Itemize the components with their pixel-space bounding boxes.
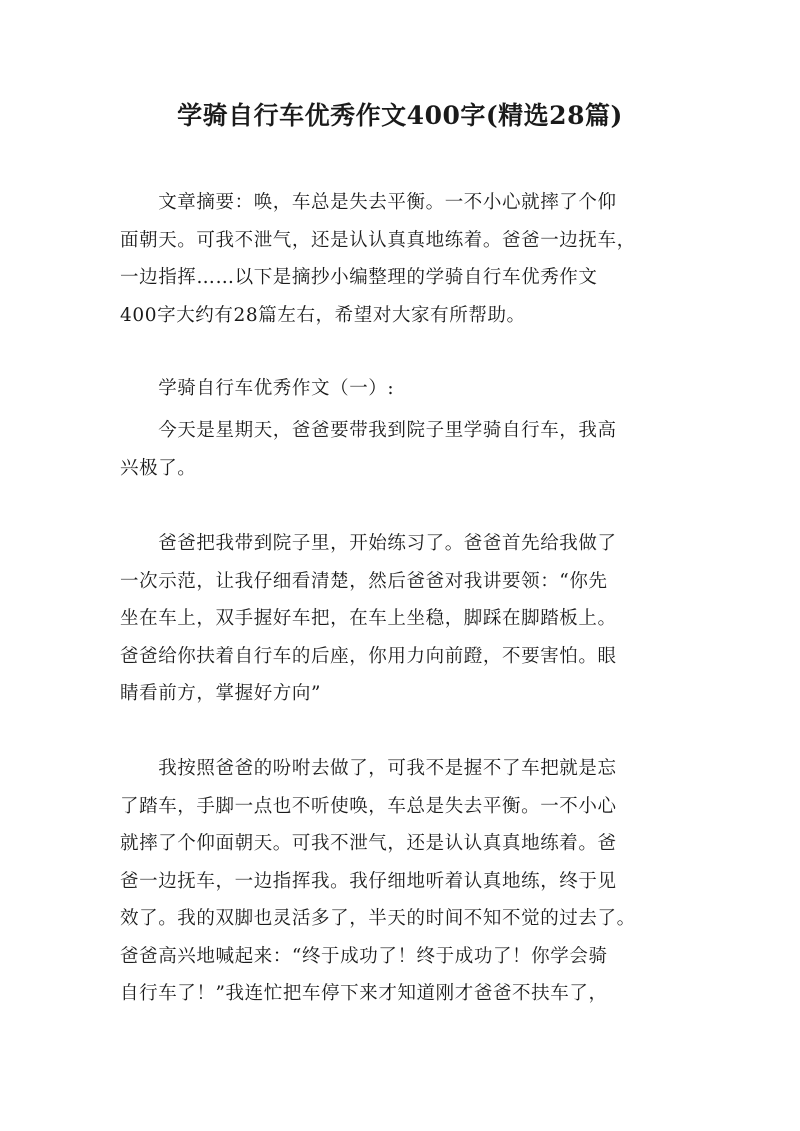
paragraph-line: 效了。我的双脚也灵活多了，半天的时间不知不觉的过去了。: [120, 908, 636, 929]
paragraph-line: 睛看前方，掌握好方向”: [120, 683, 322, 704]
paragraph-line: 了踏车，手脚一点也不听使唤，车总是失去平衡。一不小心: [120, 795, 617, 817]
paragraph-line: 一次示范，让我仔细看清楚，然后爸爸对我讲要领：“你先: [120, 570, 608, 592]
paragraph-line: 兴极了。: [120, 457, 197, 479]
summary-line: 面朝天。可我不泄气，还是认认真真地练着。爸爸一边抚车，: [120, 229, 636, 251]
summary-line: 400字大约有28篇左右，希望对大家有所帮助。: [120, 304, 526, 326]
paragraph-line: 爸爸把我带到院子里，开始练习了。爸爸首先给我做了: [120, 533, 617, 554]
paragraph-line: 爸爸给你扶着自行车的后座，你用力向前蹬，不要害怕。眼: [120, 645, 617, 667]
paragraph-2: [120, 525, 686, 713]
paragraph-1: [120, 412, 686, 487]
paragraph-line: 爸爸高兴地喊起来：“终于成功了！终于成功了！你学会骑: [120, 945, 608, 967]
summary-line: 文章摘要：唤，车总是失去平衡。一不小心就摔了个仰: [120, 192, 617, 213]
paragraph-line: 我按照爸爸的吩咐去做了，可我不是握不了车把就是忘: [120, 758, 617, 779]
paragraph-line: 就摔了个仰面朝天。可我不泄气，还是认认真真地练着。爸: [120, 833, 617, 854]
summary-paragraph: [120, 184, 686, 334]
section-heading: 学骑自行车优秀作文（一）:: [120, 378, 395, 399]
page-title: 学骑自行车优秀作文400字(精选28篇): [177, 101, 623, 130]
paragraph-line: 爸一边抚车，一边指挥我。我仔细地听着认真地练，终于见: [120, 870, 617, 892]
paragraph-3: [120, 750, 686, 1013]
paragraph-line: 自行车了！”我连忙把车停下来才知道刚才爸爸不扶车了，: [120, 983, 608, 1004]
paragraph-line: 坐在车上，双手握好车把，在车上坐稳，脚踩在脚踏板上。: [120, 608, 617, 629]
paragraph-line: 今天是星期天，爸爸要带我到院子里学骑自行车，我高: [120, 420, 617, 441]
summary-line: 一边指挥……以下是摘抄小编整理的学骑自行车优秀作文: [120, 267, 598, 288]
